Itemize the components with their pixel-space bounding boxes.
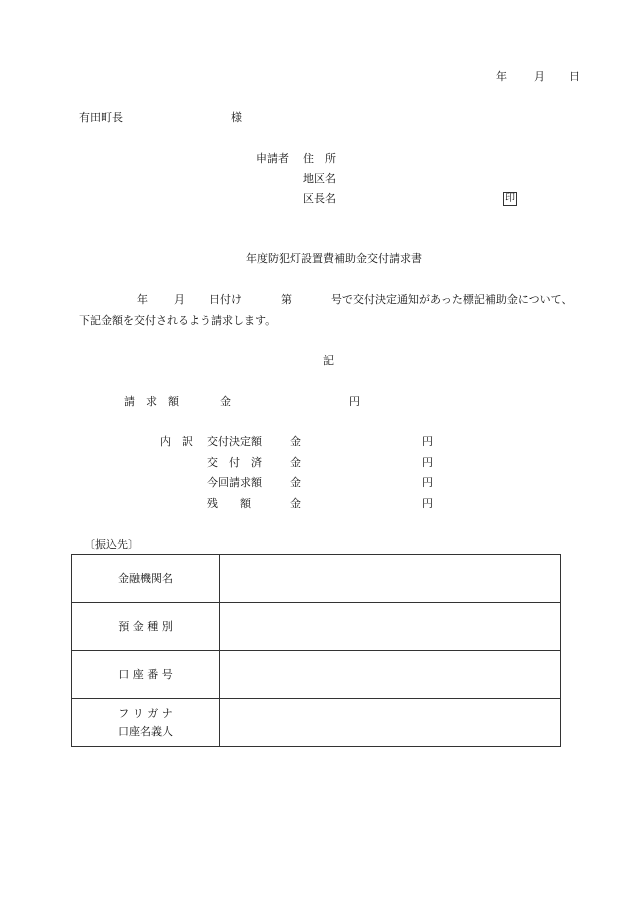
breakdown-yen: 円 bbox=[422, 435, 433, 448]
body-month: 月 bbox=[174, 293, 185, 306]
breakdown-kin: 金 bbox=[290, 435, 301, 448]
breakdown-yen: 円 bbox=[422, 497, 433, 510]
body-date: 日付け bbox=[209, 293, 242, 306]
table-row bbox=[72, 651, 561, 699]
breakdown-kin: 金 bbox=[290, 497, 301, 510]
account-number-field[interactable] bbox=[220, 651, 561, 699]
request-kin: 金 bbox=[220, 395, 231, 408]
table-row bbox=[72, 603, 561, 651]
breakdown-item: 残 額 bbox=[207, 497, 251, 510]
deposit-type-label: 預 金 種 別 bbox=[72, 603, 220, 651]
breakdown-yen: 円 bbox=[422, 476, 433, 489]
bank-name-field[interactable] bbox=[220, 555, 561, 603]
applicant-head-label: 区長名 bbox=[303, 192, 336, 205]
applicant-label: 申請者 bbox=[256, 152, 289, 165]
breakdown-item: 今回請求額 bbox=[207, 476, 262, 489]
document-title: 年度防犯灯設置費補助金交付請求書 bbox=[246, 252, 422, 265]
applicant-address-label: 住 所 bbox=[303, 152, 336, 165]
furigana-label: フ リ ガ ナ bbox=[118, 706, 173, 720]
applicant-district-label: 地区名 bbox=[303, 172, 336, 185]
breakdown-label: 内 訳 bbox=[160, 435, 193, 448]
date-day: 日 bbox=[569, 70, 580, 83]
body-line2: 下記金額を交付されるよう請求します。 bbox=[79, 314, 277, 327]
request-yen: 円 bbox=[349, 395, 360, 408]
account-holder-name-label: 口座名義人 bbox=[118, 724, 173, 738]
transfer-table bbox=[71, 554, 561, 747]
bank-name-label: 金融機関名 bbox=[72, 555, 220, 603]
addressee-name: 有田町長 bbox=[79, 111, 123, 124]
request-label: 請 求 額 bbox=[124, 395, 179, 408]
ki-heading: 記 bbox=[323, 354, 334, 367]
account-holder-field[interactable] bbox=[220, 699, 561, 747]
transfer-heading: 〔振込先〕 bbox=[84, 538, 139, 551]
date-month: 月 bbox=[534, 70, 545, 83]
date-year: 年 bbox=[496, 70, 507, 83]
body-year: 年 bbox=[137, 293, 148, 306]
account-number-label: 口 座 番 号 bbox=[72, 651, 220, 699]
deposit-type-field[interactable] bbox=[220, 603, 561, 651]
breakdown-item: 交 付 済 bbox=[207, 456, 262, 469]
body-dai: 第 bbox=[281, 293, 292, 306]
body-line1-rest: 号で交付決定通知があった標記補助金について、 bbox=[331, 293, 573, 306]
breakdown-yen: 円 bbox=[422, 456, 433, 469]
addressee-honorific: 様 bbox=[231, 111, 242, 124]
table-row bbox=[72, 555, 561, 603]
breakdown-item: 交付決定額 bbox=[207, 435, 262, 448]
breakdown-kin: 金 bbox=[290, 476, 301, 489]
breakdown-kin: 金 bbox=[290, 456, 301, 469]
table-row bbox=[72, 699, 561, 747]
seal-mark: 印 bbox=[505, 193, 515, 204]
account-holder-label bbox=[72, 699, 220, 747]
